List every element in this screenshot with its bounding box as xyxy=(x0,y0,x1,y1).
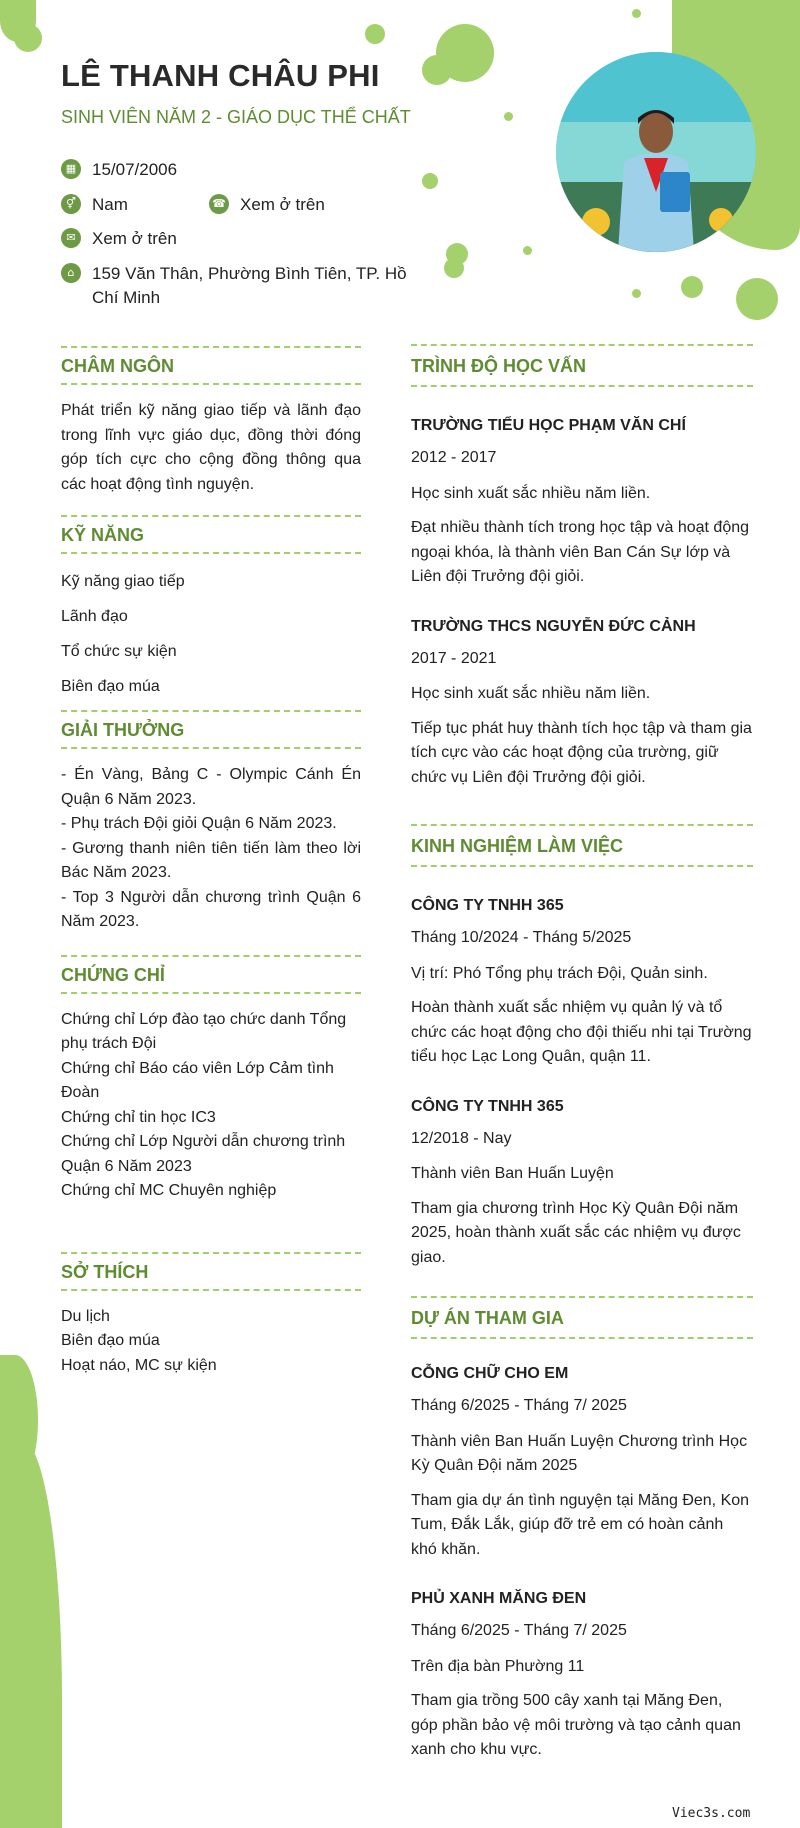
entry-desc: Tham gia chương trình Học Kỳ Quân Đội năm 2025, hoàn thành xuất sắc các nhiệm vụ được giao. xyxy=(411,1199,741,1266)
watermark: Viec3s.com xyxy=(672,1806,751,1821)
list-item: Chứng chỉ Lớp Người dẫn chương trình Quận 6 Năm 2023 xyxy=(61,1133,346,1175)
motto-text: Phát triển kỹ năng giao tiếp và lãnh đạo trong lĩnh vực giáo dục, đồng thời đóng góp tích cực cho cộng đồng thông qua các hoạt động tình nguyện. xyxy=(61,402,361,493)
decor-bubble xyxy=(365,24,385,44)
entry-role: Thành viên Ban Huấn Luyện Chương trình Học Kỳ Quân Đội năm 2025 xyxy=(411,1432,748,1474)
entry-org: CỖNG CHỮ CHO EM xyxy=(411,1365,569,1382)
decor-bubble xyxy=(632,9,641,18)
address-value: 159 Văn Thân, Phường Bình Tiên, TP. Hồ Chí Minh xyxy=(92,264,407,307)
education-entry xyxy=(411,417,753,590)
mail-icon: ✉ xyxy=(61,228,81,248)
list-item: Du lịch xyxy=(61,1307,110,1325)
list-item: Chứng chỉ Lớp đào tạo chức danh Tổng phụ trách Đội xyxy=(61,1010,347,1052)
entry-desc: Hoàn thành xuất sắc nhiệm vụ quản lý và tổ chức các hoạt động cho đội thiếu nhi tại Trường tiểu học Lạc Long Quân, quận 11. xyxy=(411,999,752,1065)
decor-bubble xyxy=(523,246,532,255)
phone-value: Xem ở trên xyxy=(240,195,325,214)
left-column xyxy=(61,346,361,1378)
entry-desc: Tham gia trồng 500 cây xanh tại Măng Đen, góp phần bảo vệ môi trường và tạo cảnh quan xanh cho khu vực. xyxy=(411,1692,741,1758)
entry-period: 2017 - 2021 xyxy=(411,649,497,667)
entry-desc: Tiếp tục phát huy thành tích học tập và tham gia tích cực vào các hoạt động của trường, giữ chức vụ Liên đội Trưởng đội giỏi. xyxy=(411,719,752,786)
decor-bubble xyxy=(422,173,438,189)
entry-desc: Đạt nhiều thành tích trong học tập và hoạt động ngoại khóa, là thành viên Ban Cán Sự lớp và Liên đội Trưởng đội giỏi. xyxy=(411,519,750,585)
entry-period: Tháng 10/2024 - Tháng 5/2025 xyxy=(411,929,632,946)
birthday-value: 15/07/2006 xyxy=(92,160,178,179)
entry-role: Thành viên Ban Huấn Luyện xyxy=(411,1165,614,1182)
entry-org: CÔNG TY TNHH 365 xyxy=(411,897,564,914)
section-title-certificates: CHỨNG CHỈ xyxy=(61,955,361,994)
list-item: Chứng chỉ Báo cáo viên Lớp Cảm tình Đoàn xyxy=(61,1059,334,1101)
home-icon: ⌂ xyxy=(61,263,81,283)
email-value: Xem ở trên xyxy=(92,229,177,248)
decor-blob-left xyxy=(0,1440,62,1828)
list-item: Biên đạo múa xyxy=(61,678,160,695)
contact-address xyxy=(61,262,422,310)
awards-list xyxy=(61,763,361,935)
decor-bubble xyxy=(681,276,703,298)
gender-value: Nam xyxy=(92,195,128,214)
entry-org: TRƯỜNG TIỂU HỌC PHẠM VĂN CHÍ xyxy=(411,417,686,434)
skills-list xyxy=(61,564,361,704)
list-item: Biên đạo múa xyxy=(61,1332,160,1349)
list-item: Kỹ năng giao tiếp xyxy=(61,573,185,590)
phone-icon: ☎ xyxy=(209,194,229,214)
section-title-education: TRÌNH ĐỘ HỌC VẤN xyxy=(411,344,753,387)
entry-desc: Tham gia dự án tình nguyện tại Măng Đen, Kon Tum, Đắk Lắk, giúp đỡ trẻ em có hoàn cảnh khó khăn. xyxy=(411,1491,750,1558)
contact-email xyxy=(61,227,177,251)
decor-bubble xyxy=(736,278,778,320)
right-column xyxy=(411,344,753,1763)
entry-org: CÔNG TY TNHH 365 xyxy=(411,1097,564,1115)
entry-role: Học sinh xuất sắc nhiều năm liền. xyxy=(411,484,651,502)
entry-role: Vị trí: Phó Tổng phụ trách Đội, Quản sinh. xyxy=(411,964,708,982)
entry-org: TRƯỜNG THCS NGUYỄN ĐỨC CẢNH xyxy=(411,617,696,635)
candidate-subtitle: SINH VIÊN NĂM 2 - GIÁO DỤC THỂ CHẤT xyxy=(61,107,411,127)
decor-bubble xyxy=(504,112,513,121)
entry-role: Trên địa bàn Phường 11 xyxy=(411,1657,585,1675)
list-item: Tổ chức sự kiện xyxy=(61,643,177,660)
section-title-experience: KINH NGHIỆM LÀM VIỆC xyxy=(411,824,753,867)
experience-entry xyxy=(411,1098,753,1271)
section-title-skills: KỸ NĂNG xyxy=(61,515,361,554)
list-item: - Top 3 Người dẫn chương trình Quận 6 Năm 2023. xyxy=(61,888,361,930)
contact-gender xyxy=(61,193,128,217)
entry-period: 12/2018 - Nay xyxy=(411,1129,512,1147)
decor-bubble xyxy=(444,258,464,278)
contact-birthday xyxy=(61,158,177,182)
list-item: Chứng chỉ tin học IC3 xyxy=(61,1108,216,1126)
list-item: - Gương thanh niên tiên tiến làm theo lời Bác Năm 2023. xyxy=(61,839,361,881)
profile-photo xyxy=(556,52,756,252)
entry-period: 2012 - 2017 xyxy=(411,449,497,466)
list-item: Hoạt náo, MC sự kiện xyxy=(61,1356,217,1374)
list-item: - Phụ trách Đội giỏi Quận 6 Năm 2023. xyxy=(61,815,337,832)
entry-role: Học sinh xuất sắc nhiều năm liền. xyxy=(411,685,651,702)
entry-org: PHỦ XANH MĂNG ĐEN xyxy=(411,1590,587,1607)
entry-period: Tháng 6/2025 - Tháng 7/ 2025 xyxy=(411,1622,627,1639)
decor-bubble xyxy=(422,55,452,85)
profile-photo-illustration xyxy=(556,52,756,252)
section-title-motto: CHÂM NGÔN xyxy=(61,346,361,385)
entry-period: Tháng 6/2025 - Tháng 7/ 2025 xyxy=(411,1397,627,1414)
project-entry xyxy=(411,1590,753,1763)
project-entry xyxy=(411,1365,753,1562)
candidate-name: LÊ THANH CHÂU PHI xyxy=(61,58,380,93)
list-item: - Én Vàng, Bảng C - Olympic Cánh Én Quận 6 Năm 2023. xyxy=(61,766,361,808)
experience-entry xyxy=(411,897,753,1070)
section-title-projects: DỰ ÁN THAM GIA xyxy=(411,1296,753,1339)
certificates-list xyxy=(61,1008,361,1204)
hobbies-list xyxy=(61,1305,361,1379)
section-title-hobbies: SỞ THÍCH xyxy=(61,1252,361,1291)
calendar-icon: ▦ xyxy=(61,159,81,179)
contact-phone xyxy=(209,193,325,217)
education-entry xyxy=(411,618,753,791)
decor-bubble xyxy=(632,289,641,298)
decor-bubble xyxy=(14,24,42,52)
list-item: Chứng chỉ MC Chuyên nghiệp xyxy=(61,1182,277,1199)
gender-icon: ⚥ xyxy=(61,194,81,214)
section-title-awards: GIẢI THƯỞNG xyxy=(61,710,361,749)
list-item: Lãnh đạo xyxy=(61,608,128,625)
